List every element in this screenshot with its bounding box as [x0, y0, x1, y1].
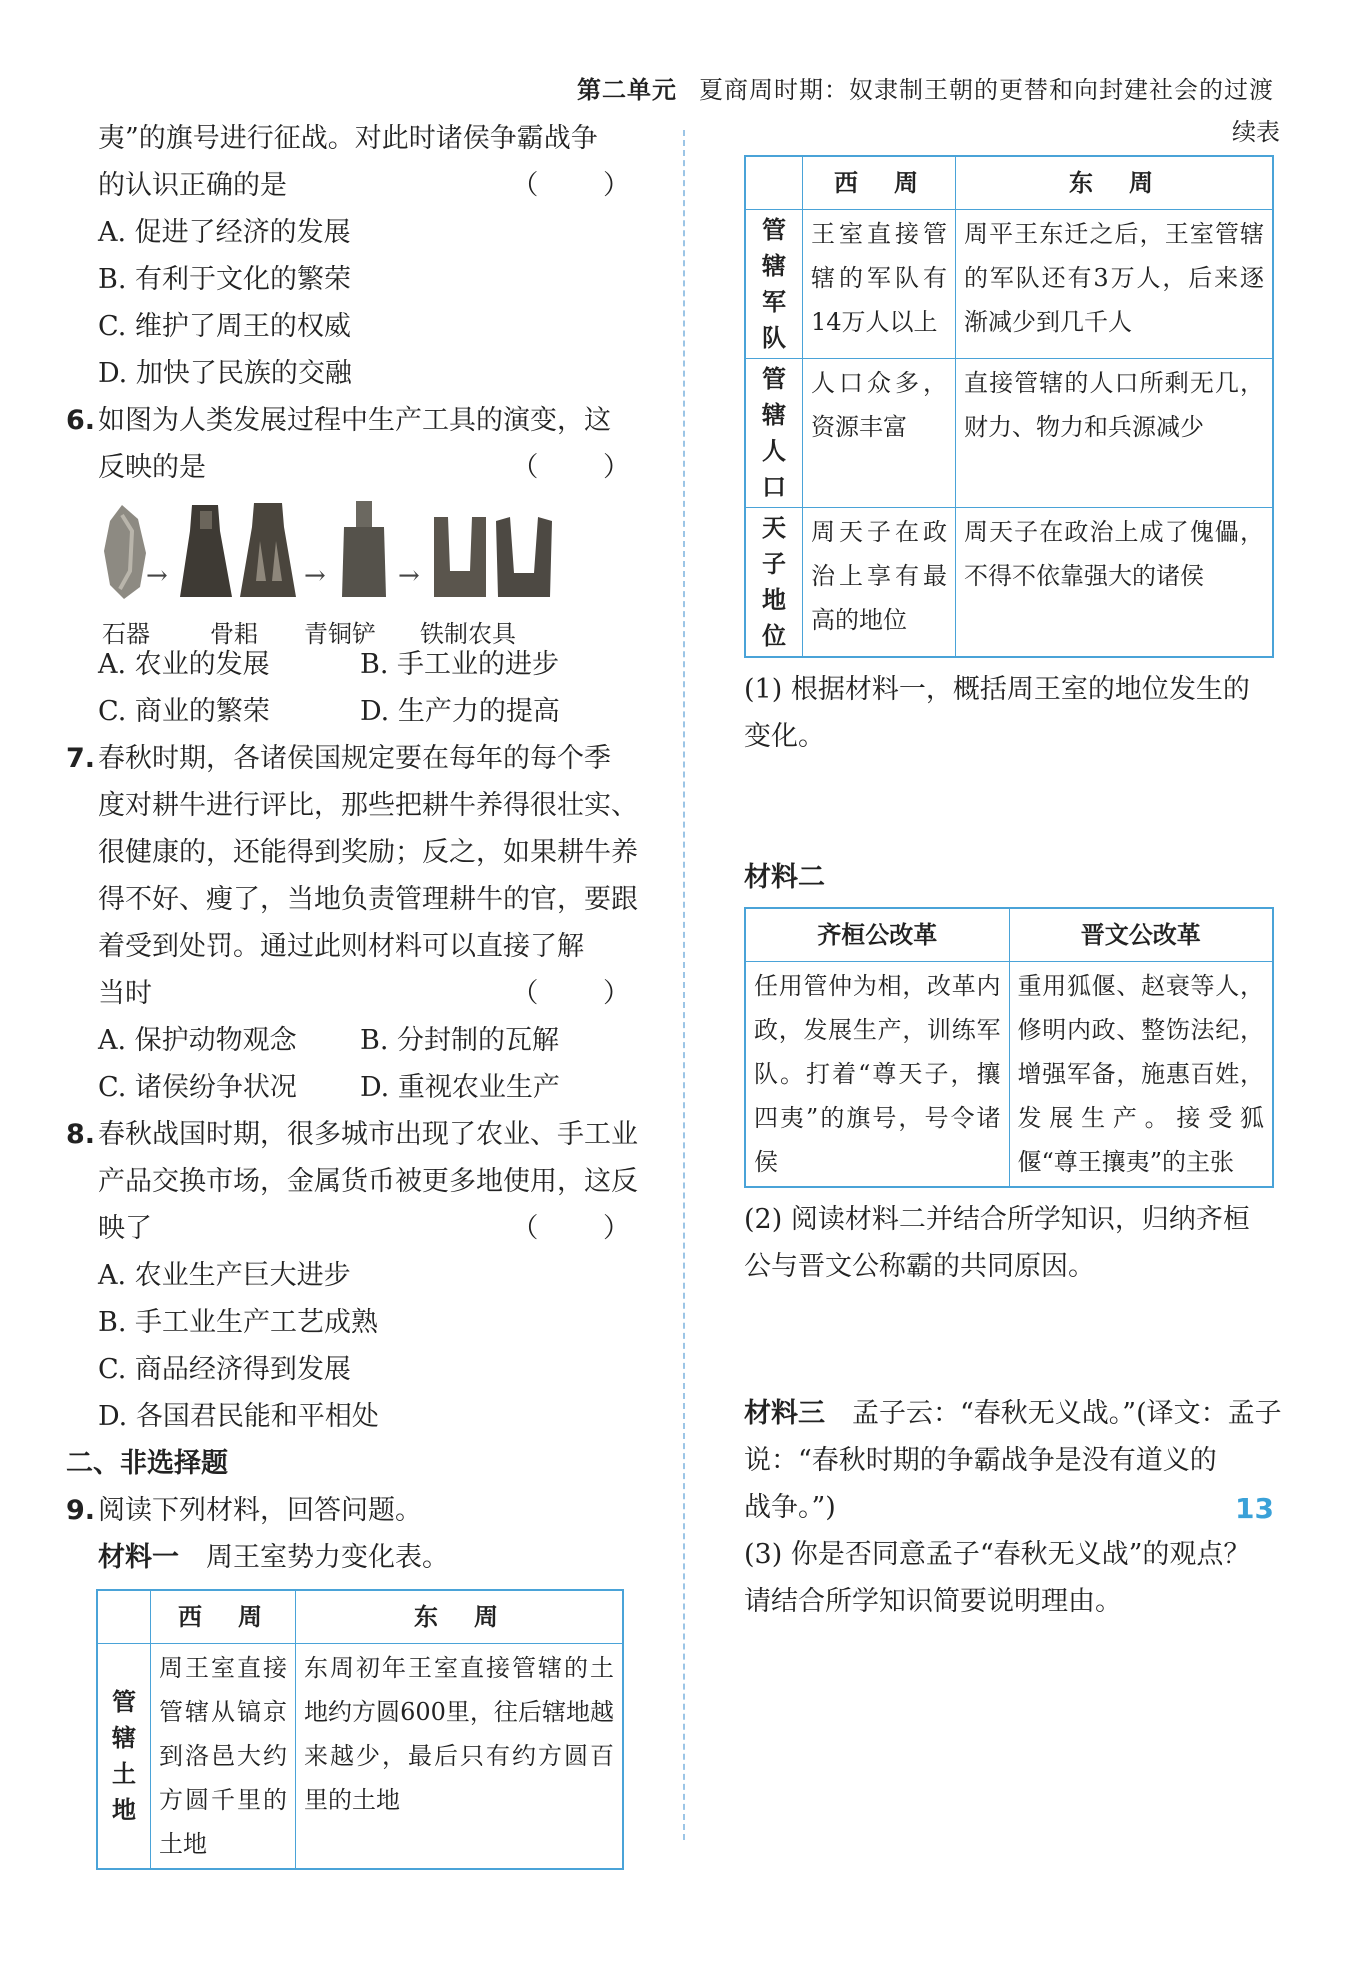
table-row — [745, 508, 1273, 658]
table-row — [97, 1644, 623, 1870]
q7-option-d[interactable]: D. 重视农业生产 — [360, 1072, 560, 1103]
question-number: 6. — [66, 405, 96, 436]
material-label: 材料一 — [98, 1542, 179, 1573]
material3-line: 材料三 孟子云：“春秋无义战。”(译文：孟子 — [744, 1398, 1282, 1429]
row-header: 管辖 土地 — [97, 1644, 151, 1870]
q8-option-c[interactable]: C. 商品经济得到发展 — [98, 1354, 351, 1385]
row-header: 天子 地位 — [745, 508, 803, 658]
q6-options-row — [98, 641, 658, 688]
table-header-east: 东 周 — [956, 156, 1274, 210]
page-number: 13 — [1235, 1492, 1274, 1525]
stone-tool-image — [102, 501, 148, 601]
table-header-qi: 齐桓公改革 — [745, 908, 1009, 962]
bone-spade-image-2 — [238, 501, 298, 601]
table-header-east: 东 周 — [296, 1590, 624, 1644]
table-cell: 周王室直接管辖从镐京到洛邑大约方圆千里的土地 — [151, 1644, 296, 1870]
sub-question-3: (3) 你是否同意孟子“春秋无义战”的观点？ — [744, 1539, 1251, 1570]
answer-paren[interactable]: （ ） — [511, 170, 658, 201]
table-row — [745, 210, 1273, 359]
table-cell: 直接管辖的人口所剩无几，财力、物力和兵源减少 — [956, 359, 1274, 508]
q6-stem-line: 6. 如图为人类发展过程中生产工具的演变，这 — [66, 397, 658, 444]
bone-spade-image — [178, 501, 234, 601]
caption-bronze: 青铜铲 — [304, 620, 376, 648]
material3-line: 战争。”) — [744, 1492, 836, 1523]
q7-option-a[interactable]: A. 保护动物观念 — [98, 1025, 297, 1056]
section-heading: 二、非选择题 — [66, 1448, 228, 1479]
sub-question-1: (1) 根据材料一，概括周王室的地位发生的 — [744, 674, 1250, 705]
arrow-icon: → — [304, 561, 326, 591]
q7-options-row — [98, 1064, 658, 1111]
unit-label: 第二单元 — [577, 76, 677, 104]
answer-space[interactable] — [744, 1290, 1280, 1390]
power-table-part2 — [744, 155, 1274, 658]
material3-line: 说：“春秋时期的争霸战争是没有道义的 — [744, 1445, 1217, 1476]
sub-question-1: 变化。 — [744, 721, 825, 752]
material-label: 材料三 — [744, 1398, 825, 1429]
sub-question-3: 请结合所学知识简要说明理由。 — [744, 1586, 1122, 1617]
q7-option-b[interactable]: B. 分封制的瓦解 — [360, 1025, 560, 1056]
q5-option-a[interactable]: A. 促进了经济的发展 — [98, 217, 351, 248]
power-table-part1 — [96, 1589, 624, 1870]
table-cell: 人口众多，资源丰富 — [803, 359, 956, 508]
question-number: 8. — [66, 1119, 96, 1150]
q7-stem-line: 着受到处罚。通过此则材料可以直接了解 — [98, 931, 584, 962]
unit-title: 夏商周时期：奴隶制王朝的更替和向封建社会的过渡 — [699, 76, 1274, 104]
answer-paren[interactable]: （ ） — [511, 452, 658, 483]
q7-stem-line: 度对耕牛进行评比，那些把耕牛养得很壮实、 — [98, 790, 638, 821]
right-column — [744, 115, 1280, 1625]
table-cell: 重用狐偃、赵衰等人，修明内政、整饬法纪，增强军备，施惠百姓，发展生产。接受狐偃“尊王攘夷”的主张 — [1009, 962, 1273, 1188]
caption-stone: 石器 — [102, 620, 150, 648]
q7-stem-line: 很健康的，还能得到奖励；反之，如果耕牛养 — [98, 837, 638, 868]
continued-label: 续表 — [1232, 118, 1280, 146]
answer-space[interactable] — [744, 760, 1280, 854]
sub-question-2: 公与晋文公称霸的共同原因。 — [744, 1251, 1095, 1282]
q6-option-a[interactable]: A. 农业的发展 — [98, 649, 270, 680]
table-header-west: 西 周 — [151, 1590, 296, 1644]
table-row — [745, 359, 1273, 508]
q5-stem-line: 的认识正确的是 （ ） — [98, 162, 658, 209]
q6-options-row — [98, 688, 658, 735]
q7-option-c[interactable]: C. 诸侯纷争状况 — [98, 1072, 297, 1103]
table-corner — [745, 156, 803, 210]
q7-stem-line: 当时 （ ） — [98, 970, 658, 1017]
q7-options-row — [98, 1017, 658, 1064]
q8-option-b[interactable]: B. 手工业生产工艺成熟 — [98, 1307, 379, 1338]
q8-option-d[interactable]: D. 各国君民能和平相处 — [98, 1401, 379, 1432]
bronze-shovel-image — [338, 501, 390, 601]
q8-option-a[interactable]: A. 农业生产巨大进步 — [98, 1260, 351, 1291]
q6-option-b[interactable]: B. 手工业的进步 — [360, 649, 560, 680]
table-row — [745, 962, 1273, 1188]
table-cell: 东周初年王室直接管辖的土地约方圆600里，往后辖地越来越少，最后只有约方圆百里的土地 — [296, 1644, 624, 1870]
arrow-icon: → — [146, 561, 168, 591]
q6-stem-line: 反映的是 （ ） — [98, 444, 658, 491]
q7-stem-line: 7. 春秋时期，各诸侯国规定要在每年的每个季 — [66, 735, 658, 782]
row-header: 管辖 军队 — [745, 210, 803, 359]
table-cell: 周天子在政治上享有最高的地位 — [803, 508, 956, 658]
question-number: 7. — [66, 743, 96, 774]
table-header-west: 西 周 — [803, 156, 956, 210]
table-corner — [97, 1590, 151, 1644]
q8-stem-line: 映了 （ ） — [98, 1205, 658, 1252]
table-cell: 周平王东迁之后，王室管辖的军队还有3万人，后来逐渐减少到几千人 — [956, 210, 1274, 359]
table-cell: 任用管仲为相，改革内政，发展生产，训练军队。打着“尊天子，攘四夷”的旗号，号令诸侯 — [745, 962, 1009, 1188]
caption-bone: 骨耜 — [210, 620, 258, 648]
answer-paren[interactable]: （ ） — [511, 1213, 658, 1244]
column-divider — [683, 130, 685, 1840]
row-header: 管辖 人口 — [745, 359, 803, 508]
material-label: 材料二 — [744, 862, 825, 893]
answer-paren[interactable]: （ ） — [511, 978, 658, 1009]
material1-line: 材料一 周王室势力变化表。 — [98, 1542, 449, 1573]
iron-tool-image — [430, 501, 490, 601]
q7-stem-line: 得不好、瘦了，当地负责管理耕牛的官，要跟 — [98, 884, 638, 915]
table-header-jin: 晋文公改革 — [1009, 908, 1273, 962]
q5-option-c[interactable]: C. 维护了周王的权威 — [98, 311, 351, 342]
caption-iron: 铁制农具 — [420, 620, 516, 648]
tool-evolution-figure — [98, 501, 658, 648]
page-header — [577, 70, 1274, 105]
q6-option-d[interactable]: D. 生产力的提高 — [360, 696, 560, 727]
reform-table — [744, 907, 1274, 1188]
q8-stem-line: 产品交换市场，金属货币被更多地使用，这反 — [98, 1166, 638, 1197]
left-column — [66, 115, 658, 1870]
iron-tool-image-2 — [492, 501, 556, 601]
table-cell: 周天子在政治上成了傀儡，不得不依靠强大的诸侯 — [956, 508, 1274, 658]
arrow-icon: → — [398, 561, 420, 591]
q5-option-d[interactable]: D. 加快了民族的交融 — [98, 358, 352, 389]
table-cell: 王室直接管辖的军队有14万人以上 — [803, 210, 956, 359]
q5-stem-line: 夷”的旗号进行征战。对此时诸侯争霸战争 — [98, 123, 598, 154]
sub-question-2: (2) 阅读材料二并结合所学知识，归纳齐桓 — [744, 1204, 1250, 1235]
q8-stem-line: 8. 春秋战国时期，很多城市出现了农业、手工业 — [66, 1111, 658, 1158]
q6-option-c[interactable]: C. 商业的繁荣 — [98, 696, 270, 727]
q9-stem-line: 9. 阅读下列材料，回答问题。 — [66, 1487, 658, 1534]
question-number: 9. — [66, 1495, 96, 1526]
q5-option-b[interactable]: B. 有利于文化的繁荣 — [98, 264, 352, 295]
